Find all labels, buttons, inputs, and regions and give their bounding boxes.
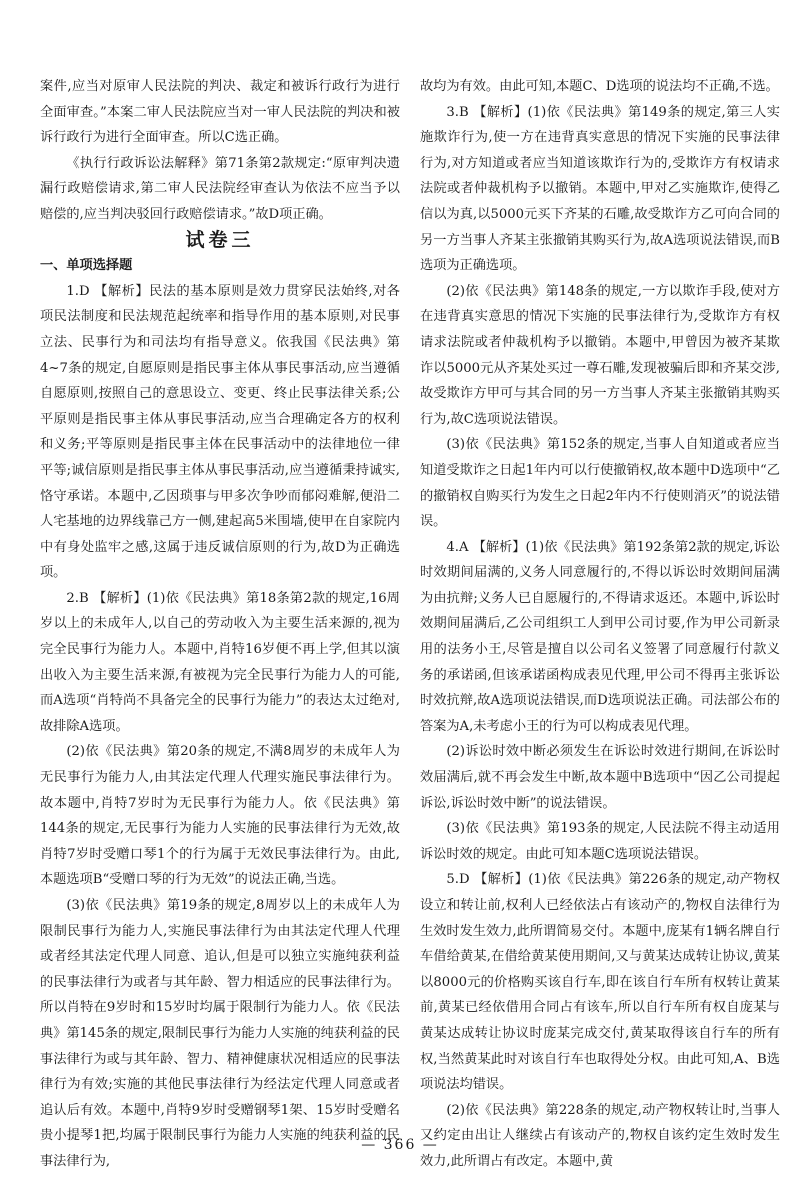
paragraph: 故均为有效。由此可知,本题C、D选项的说法均不正确,不选。 [420,79,779,94]
paragraph: (3)依《民法典》第19条的规定,8周岁以上的未成年人为限制民事行为能力人,实施民事法律行为由其法定代理人代理或者经其法定代理人同意、追认,但是可以独立实施纯获利益的民事法律行为或者与其年龄、智力相适应的民事法律行为。所以肖特在9岁时和15岁时均属于限制行为能力人。依《民法典》第145条的规定,限制民事行为能力人实施的纯获利益的民事法律行为或与其年龄、智力、精神健康状况相适应的民事法律行为有效;实施的其他民事法律行为经法定代理人同意或者追认后有效。本题中,肖特9岁时受赠钢琴1架、15岁时受赠名贵小提琴1把,均属于限制民事行为能力人实施的纯获利益的民事法律行为, [40,898,400,1169]
paragraph: 5.D 【解析】(1)依《民法典》第226条的规定,动产物权设立和转让前,权利人已经依法占有该动产的,物权自法律行为生效时发生效力,此所谓简易交付。本题中,庞某有1辆名牌自行车借给黄某,在借给黄某使用期间,又与黄某达成转让协议,黄某以8000元的价格购买该自行车,即在该自行车所有权转让黄某前,黄某已经依借用合同占有该车,所以自行车所有权自庞某与黄某达成转让协议时庞某完成交付,黄某取得该自行车的所有权,当然黄某此时对该自行车也取得处分权。由此可知,A、B选项说法均错误。 [420,872,780,1093]
paragraph: (2)诉讼时效中断必须发生在诉讼时效进行期间,在诉讼时效届满后,就不再会发生中断,故本题中B选项中“因乙公司提起诉讼,诉讼时效中断”的说法错误。 [420,744,780,811]
paragraph: (2)依《民法典》第20条的规定,不满8周岁的未成年人为无民事行为能力人,由其法定代理人代理实施民事法律行为。故本题中,肖特7岁时为无民事行为能力人。依《民法典》第144条的规定,无民事行为能力人实施的民事法律行为无效,故肖特7岁时受赠口琴1个的行为属于无效民事法律行为。由此,本题选项B“受赠口琴的行为无效”的说法正确,当选。 [40,744,400,888]
right-column [420,74,780,1175]
paragraph: (3)依《民法典》第193条的规定,人民法院不得主动适用诉讼时效的规定。由此可知本题C选项说法错误。 [420,821,780,862]
left-column [40,74,400,1175]
paragraph: 案件,应当对原审人民法院的判决、裁定和被诉行政行为进行全面审查。”本案二审人民法院应当对一审人民法院的判决和被诉行政行为进行全面审查。所以C选正确。 [40,79,400,146]
paragraph: 《执行行政诉讼法解释》第71条第2款规定:“原审判决遗漏行政赔偿请求,第二审人民法院经审查认为依法不应当予以赔偿的,应当判决驳回行政赔偿请求。”故D项正确。 [40,155,400,222]
paragraph: 4.A 【解析】(1)依《民法典》第192条第2款的规定,诉讼时效期间届满的,义务人同意履行的,不得以诉讼时效期间届满为由抗辩;义务人已自愿履行的,不得请求返还。本题中,诉讼时效期间届满后,乙公司组织工人到甲公司讨要,作为甲公司新录用的法务小王,尽管是擅自以公司名义签署了同意履行付款义务的承诺函,但该承诺函构成表见代理,甲公司不得再主张诉讼时效抗辩,故A选项说法错误,而D选项说法正确。司法部公布的答案为A,未考虑小王的行为可以构成表见代理。 [420,539,780,734]
section-heading: 一、单项选择题 [40,258,133,274]
paragraph: (2)依《民法典》第228条的规定,动产物权转让时,当事人又约定由出让人继续占有该动产的,物权自该约定生效时发生效力,此所谓占有改定。本题中,黄 [420,1102,780,1169]
paragraph: 3.B 【解析】(1)依《民法典》第149条的规定,第三人实施欺诈行为,使一方在违背真实意思的情况下实施的民事法律行为,对方知道或者应当知道该欺诈行为的,受欺诈方有权请求法院或者仲裁机构予以撤销。本题中,甲对乙实施欺诈,使得乙信以为真,以5000元买下齐某的石雕,故受欺诈方乙可向合同的另一方当事人齐某主张撤销其购买行为,故A选项说法错误,而B选项为正确选项。 [420,104,780,274]
paragraph: (2)依《民法典》第148条的规定,一方以欺诈手段,使对方在违背真实意思的情况下实施的民事法律行为,受欺诈方有权请求法院或者仲裁机构予以撤销。本题中,甲曾因为被齐某欺诈以5000元从齐某处买过一尊石雕,发现被骗后即和齐某交涉,故受欺诈方甲可与其合同的另一方当事人齐某主张撤销其购买行为,故C选项说法错误。 [420,283,780,427]
paragraph: 2.B 【解析】(1)依《民法典》第18条第2款的规定,16周岁以上的未成年人,以自己的劳动收入为主要生活来源的,视为完全民事行为能力人。本题中,肖特16岁便不再上学,但其以演出收入为主要生活来源,有被视为完全民事行为能力人的可能,而A选项“肖特尚不具备完全的民事行为能力”的表达太过绝对,故排除A选项。 [40,590,400,734]
paragraph: 1.D 【解析】民法的基本原则是效力贯穿民法始终,对各项民法制度和民法规范起统率和指导作用的基本原则,对民事立法、民事行为和司法均有指导意义。依我国《民法典》第4~7条的规定,自愿原则是指民事主体从事民事活动,应当遵循自愿原则,按照自己的意思设立、变更、终止民事法律关系;公平原则是指民事主体从事民事活动,应当合理确定各方的权利和义务;平等原则是指民事主体在民事活动中的法律地位一律平等;诚信原则是指民事主体从事民事活动,应当遵循秉持诚实,恪守承诺。本题中,乙因琐事与甲多次争吵而郁闷难解,便沿二人宅基地的边界线靠己方一侧,建起高5米围墙,使甲在自家院内中有身处监牢之感,这属于违反诚信原则的行为,故D为正确选项。 [40,283,400,581]
paragraph: (3)依《民法典》第152条的规定,当事人自知道或者应当知道受欺诈之日起1年内可以行使撤销权,故本题中D选项中“乙的撤销权自购买行为发生之日起2年内不行使则消灭”的说法错误。 [420,437,780,530]
page-number: — 366 — [361,1137,439,1153]
exam-title: 试卷三 [185,228,255,251]
